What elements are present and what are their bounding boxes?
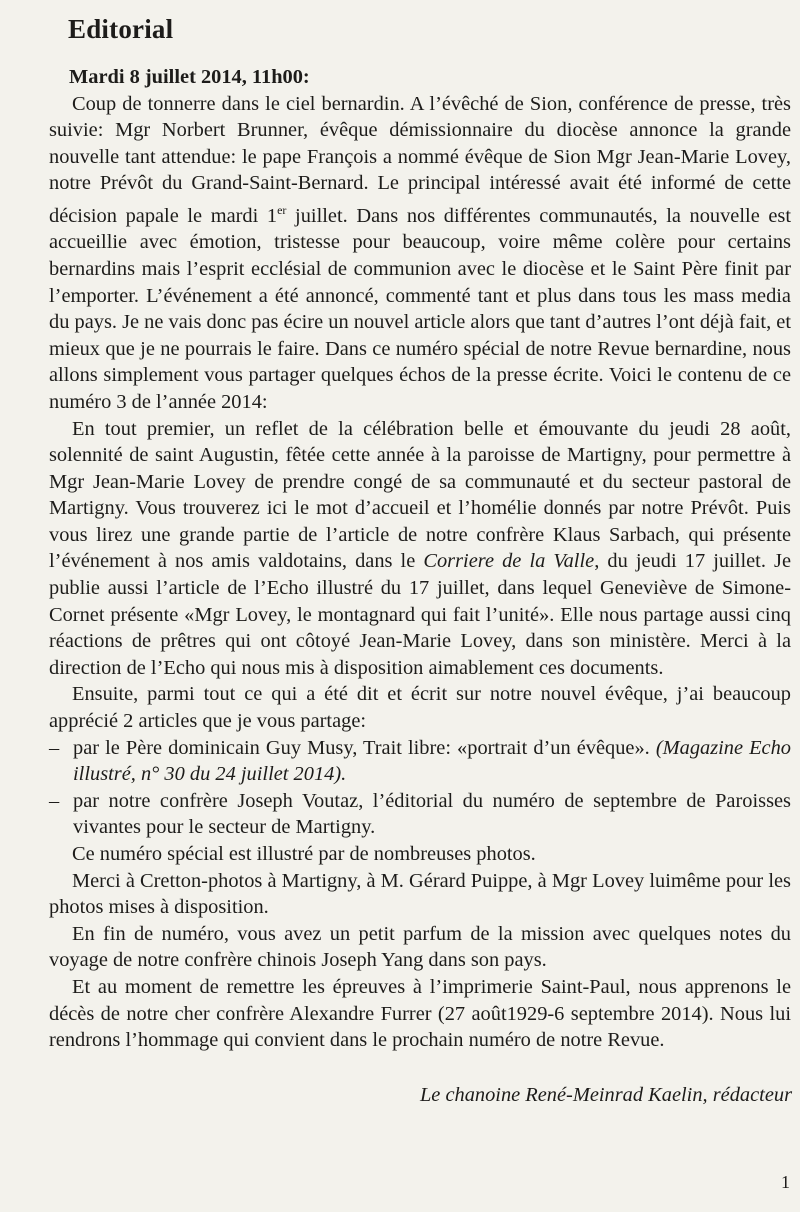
page-title: Editorial — [68, 14, 174, 44]
list-item — [49, 735, 791, 788]
publication-title: Corriere de la Valle — [423, 550, 595, 573]
paragraph-photos: Ce numéro spécial est illustré par de nombreuses photos. — [72, 843, 536, 866]
paragraph-mission: En fin de numéro, vous avez un petit parfum de la mission avec quelques notes du voyage de notre confrère chinois Joseph Yang dans son pays. — [49, 922, 791, 972]
paragraph-announcement-text-end: juillet. Dans nos différentes communautés, la nouvelle est accueillie avec émotion, tristesse pour beaucoup, voire même colère pour certains bernardins mais l’esprit ecclésial de communion avec le diocèse et le Saint Père finit par l’emporter. L’événement a été annoncé, commenté tant et plus dans tous les mass media du pays. Je ne vais donc pas écire un nouvel article alors que tant d’autres l’ont déjà fait, et mieux que je ne pourrais le faire. Dans ce numéro spécial de notre Revue bernardine, nous allons simplement vous partager quelques échos de la presse écrite. Voici le contenu de ce numéro 3 de l’année 2014: — [49, 204, 792, 413]
dateline: Mardi 8 juillet 2014, 11h00: — [69, 66, 310, 88]
paragraph-announcement — [49, 91, 791, 416]
author-signature: Le chanoine René-Meinrad Kaelin, rédacteur — [419, 1084, 792, 1106]
paragraph-obituary: Et au moment de remettre les épreuves à l’imprimerie Saint-Paul, nous apprenons le décès de notre cher confrère Alexandre Furrer (27 août1929-6 septembre 2014). Nous lui rendrons l’hommage qui convient dans le prochain numéro de notre Revue. — [49, 975, 791, 1052]
dash-bullet: – — [49, 736, 60, 759]
editorial-body — [49, 64, 791, 1054]
ordinal-superscript: er — [277, 202, 287, 217]
list-item — [49, 788, 791, 841]
paragraph-thanks: Merci à Cretton-photos à Martigny, à M. Gérard Puippe, à Mgr Lovey luimême pour les photos mises à disposition. — [49, 869, 791, 919]
paragraph-announcement-text-start: Coup de tonnerre dans le ciel bernardin. A l’évêché de Sion, conférence de presse, très suivie: Mgr Norbert Brunner, évêque démissionnaire du diocèse annonce la grande nouvelle tant attendue: le pape François a nommé évêque de Sion Mgr Jean-Marie Lovey, notre Prévôt du Grand-Saint-Bernard. Le principal intéressé avait été informé de cette décision papale le mardi 1 — [49, 92, 791, 227]
dash-bullet: – — [49, 789, 60, 812]
page-number: 1 — [781, 1172, 790, 1192]
paragraph-contents-text-start: En tout premier, un reflet de la célébration belle et émouvante du jeudi 28 août, solennité de saint Augustin, fêtée cette année à la paroisse de Martigny, pour permettre à Mgr Jean-Marie Lovey de prendre congé de sa communauté et du secteur pastoral de Martigny. Vous trouverez ici le mot d’accueil et l’homélie donnés par notre Prévôt. Puis vous lirez une grande partie de l’article de notre confrère Klaus Sarbach, qui présente l’événement à nos amis valdotains, dans le — [49, 417, 791, 573]
list-item-text: par le Père dominicain Guy Musy, Trait libre: «portrait d’un évêque». — [73, 736, 656, 759]
list-item-reference: (Magazine Echo illustré, n° 30 du 24 juillet 2014). — [73, 736, 792, 786]
paragraph-contents-text-end: , du jeudi 17 juillet. Je publie aussi l’article de l’Echo illustré du 17 juillet, dans lequel Geneviève de Simone-Cornet présente «Mgr Lovey, le montagnard qui fait l’unité». Elle nous partage aussi cinq réactions de prêtres qui ont côtoyé Jean-Marie Lovey, dans son ministère. Merci à la direction de l’Echo qui nous mis à disposition aimablement ces documents. — [49, 550, 792, 679]
paragraph-contents — [49, 416, 791, 682]
paragraph-articles-intro: Ensuite, parmi tout ce qui a été dit et écrit sur notre nouvel évêque, j’ai beaucoup apprécié 2 articles que je vous partage: — [49, 683, 791, 733]
list-item-text: par notre confrère Joseph Voutaz, l’éditorial du numéro de septembre de Paroisses vivantes pour le secteur de Martigny. — [73, 789, 791, 839]
